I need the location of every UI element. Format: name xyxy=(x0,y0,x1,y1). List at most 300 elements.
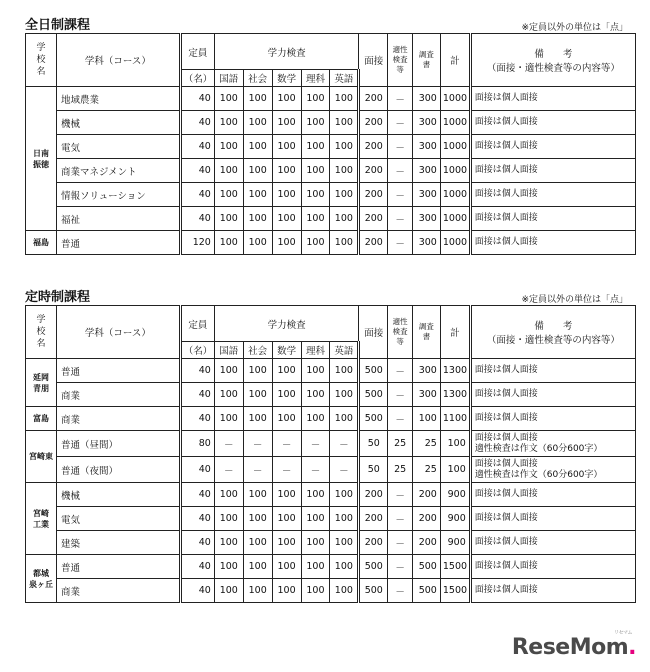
subject-score: 100 xyxy=(214,579,243,603)
report-score: 25 xyxy=(413,431,441,457)
report-score: 300 xyxy=(413,87,441,111)
header-remarks xyxy=(470,306,635,359)
header-capacity-unit: （名） xyxy=(180,342,214,359)
subject-score: 100 xyxy=(272,383,301,407)
logo-ruby: リセマム xyxy=(614,630,632,636)
cell-line: 校 xyxy=(36,55,46,65)
report-score: 300 xyxy=(413,207,441,231)
aptitude-score: － xyxy=(388,407,413,431)
dept-name: 建築 xyxy=(56,531,180,555)
report-score: 300 xyxy=(413,159,441,183)
capacity-value: 120 xyxy=(180,231,214,255)
subject-score: 100 xyxy=(243,207,272,231)
subject-score: 100 xyxy=(243,135,272,159)
subject-score: 100 xyxy=(330,507,359,531)
interview-score: 200 xyxy=(359,135,388,159)
cell-line: 等 xyxy=(396,337,404,346)
interview-score: 200 xyxy=(359,111,388,135)
cell-line: 面接は個人面接 xyxy=(474,189,538,199)
subject-score: 100 xyxy=(214,207,243,231)
remarks xyxy=(470,383,635,407)
remarks xyxy=(470,531,635,555)
subject-score: 100 xyxy=(330,183,359,207)
remarks xyxy=(470,183,635,207)
remarks xyxy=(470,579,635,603)
table-row xyxy=(26,135,636,159)
subject-score: 100 xyxy=(330,135,359,159)
cell-line: 延岡 xyxy=(32,372,49,382)
total-score: 900 xyxy=(440,507,470,531)
section-title: 全日制課程 xyxy=(25,18,91,33)
subject-score: 100 xyxy=(301,359,330,383)
subject-score: 100 xyxy=(243,579,272,603)
subject-score: 100 xyxy=(243,531,272,555)
subject-score: 100 xyxy=(330,555,359,579)
cell-line: 適性 xyxy=(392,317,408,326)
interview-score: 200 xyxy=(359,531,388,555)
total-score: 1000 xyxy=(440,231,470,255)
report-score: 100 xyxy=(413,407,441,431)
interview-score: 200 xyxy=(359,207,388,231)
subject-score: － xyxy=(243,457,272,483)
aptitude-score: － xyxy=(388,159,413,183)
subject-score: 100 xyxy=(330,383,359,407)
subject-score: 100 xyxy=(330,159,359,183)
dept-name: 商業 xyxy=(56,579,180,603)
remarks-title: 備 考 xyxy=(534,321,573,332)
subject-score: － xyxy=(330,431,359,457)
report-score: 200 xyxy=(413,507,441,531)
remarks xyxy=(470,483,635,507)
subject-score: － xyxy=(301,431,330,457)
total-score: 1000 xyxy=(440,135,470,159)
interview-score: 200 xyxy=(359,183,388,207)
subject-score: － xyxy=(243,431,272,457)
dept-name: 商業 xyxy=(56,383,180,407)
subject-score: 100 xyxy=(214,359,243,383)
subject-score: 100 xyxy=(214,87,243,111)
subject-score: 100 xyxy=(330,207,359,231)
subject-score: 100 xyxy=(301,483,330,507)
header-subject: 理科 xyxy=(301,70,330,87)
header-subject: 社会 xyxy=(243,342,272,359)
total-score: 1000 xyxy=(440,111,470,135)
subject-score: 100 xyxy=(272,555,301,579)
aptitude-score: － xyxy=(388,231,413,255)
table-row xyxy=(26,207,636,231)
header-subject: 理科 xyxy=(301,342,330,359)
subject-score: 100 xyxy=(243,407,272,431)
table-row xyxy=(26,431,636,457)
header-interview: 面接 xyxy=(359,306,388,359)
remarks xyxy=(470,207,635,231)
subject-score: 100 xyxy=(301,579,330,603)
header-capacity: 定員 xyxy=(180,306,214,342)
capacity-value: 40 xyxy=(180,457,214,483)
total-score: 1000 xyxy=(440,183,470,207)
total-score: 1000 xyxy=(440,159,470,183)
capacity-value: 40 xyxy=(180,159,214,183)
remarks-subtitle: （面接・適性検査等の内容等） xyxy=(486,63,620,74)
subject-score: 100 xyxy=(272,135,301,159)
remarks xyxy=(470,135,635,159)
cell-line: 学 xyxy=(36,43,46,53)
header-total: 計 xyxy=(440,34,470,87)
parttime-table xyxy=(25,305,636,603)
remarks xyxy=(470,87,635,111)
table-row xyxy=(26,531,636,555)
subject-score: 100 xyxy=(272,407,301,431)
subject-score: 100 xyxy=(243,507,272,531)
header-subject: 国語 xyxy=(214,70,243,87)
subject-score: 100 xyxy=(272,507,301,531)
table-row xyxy=(26,383,636,407)
cell-line: 面接は個人面接 xyxy=(474,432,538,443)
report-score: 300 xyxy=(413,359,441,383)
subject-score: 100 xyxy=(243,87,272,111)
capacity-value: 40 xyxy=(180,383,214,407)
subject-score: － xyxy=(214,457,243,483)
capacity-value: 40 xyxy=(180,579,214,603)
aptitude-score: － xyxy=(388,87,413,111)
aptitude-score: － xyxy=(388,483,413,507)
subject-score: 100 xyxy=(272,231,301,255)
cell-line: 面接は個人面接 xyxy=(474,237,538,247)
remarks xyxy=(470,407,635,431)
school-name xyxy=(26,87,57,231)
report-score: 300 xyxy=(413,383,441,407)
interview-score: 500 xyxy=(359,359,388,383)
cell-line: 宮崎 xyxy=(32,508,49,518)
header-academic: 学力検査 xyxy=(214,306,359,342)
subject-score: 100 xyxy=(214,531,243,555)
header-aptitude xyxy=(388,306,413,359)
interview-score: 500 xyxy=(359,407,388,431)
school-name xyxy=(26,359,57,407)
subject-score: 100 xyxy=(214,483,243,507)
cell-line: 青朋 xyxy=(32,383,49,393)
cell-line: 工業 xyxy=(32,519,49,529)
cell-line: 検査 xyxy=(392,55,408,64)
cell-line: 面接は個人面接 xyxy=(474,213,538,223)
subject-score: 100 xyxy=(301,87,330,111)
header-dept: 学科（コース） xyxy=(56,34,180,87)
header-remarks xyxy=(470,34,635,87)
total-score: 1300 xyxy=(440,383,470,407)
total-score: 900 xyxy=(440,483,470,507)
cell-line: 面接は個人面接 xyxy=(474,458,538,469)
fulltime-table xyxy=(25,33,636,255)
dept-name: 福祉 xyxy=(56,207,180,231)
dept-name: 普通 xyxy=(56,359,180,383)
subject-score: 100 xyxy=(301,207,330,231)
cell-line: 等 xyxy=(396,65,404,74)
subject-score: 100 xyxy=(243,183,272,207)
subject-score: 100 xyxy=(330,407,359,431)
table-row xyxy=(26,407,636,431)
subject-score: 100 xyxy=(243,359,272,383)
remarks xyxy=(470,457,635,483)
aptitude-score: － xyxy=(388,531,413,555)
cell-line: 都城 xyxy=(32,568,49,578)
subject-score: 100 xyxy=(301,111,330,135)
header-school xyxy=(26,306,57,359)
school-name xyxy=(26,431,57,483)
subject-score: 100 xyxy=(243,555,272,579)
report-score: 200 xyxy=(413,531,441,555)
cell-line: 面接は個人面接 xyxy=(474,537,538,547)
table-row xyxy=(26,579,636,603)
report-score: 500 xyxy=(413,555,441,579)
table-row xyxy=(26,555,636,579)
subject-score: 100 xyxy=(243,483,272,507)
dept-name: 普通 xyxy=(56,231,180,255)
header-subject: 国語 xyxy=(214,342,243,359)
remarks xyxy=(470,159,635,183)
subject-score: 100 xyxy=(214,135,243,159)
total-score: 1000 xyxy=(440,207,470,231)
dept-name: 情報ソリューション xyxy=(56,183,180,207)
cell-line: 名 xyxy=(36,339,46,349)
cell-line: 調査 xyxy=(418,50,434,59)
aptitude-score: － xyxy=(388,359,413,383)
header-subject: 英語 xyxy=(330,70,359,87)
cell-line: 面接は個人面接 xyxy=(474,389,538,399)
interview-score: 500 xyxy=(359,579,388,603)
subject-score: － xyxy=(272,457,301,483)
header-dept: 学科（コース） xyxy=(56,306,180,359)
subject-score: 100 xyxy=(214,507,243,531)
subject-score: 100 xyxy=(214,383,243,407)
remarks xyxy=(470,555,635,579)
header-row xyxy=(26,34,636,70)
capacity-value: 40 xyxy=(180,483,214,507)
cell-line: 学 xyxy=(36,315,46,325)
cell-line: 面接は個人面接 xyxy=(474,585,538,595)
report-score: 200 xyxy=(413,483,441,507)
cell-line: 名 xyxy=(36,67,46,77)
cell-line: 富島 xyxy=(32,414,49,423)
subject-score: 100 xyxy=(272,183,301,207)
subject-score: 100 xyxy=(272,159,301,183)
subject-score: 100 xyxy=(330,531,359,555)
dept-name: 電気 xyxy=(56,135,180,159)
table-row xyxy=(26,359,636,383)
aptitude-score: － xyxy=(388,135,413,159)
capacity-value: 40 xyxy=(180,207,214,231)
table-row xyxy=(26,507,636,531)
remarks-title: 備 考 xyxy=(534,49,573,60)
dept-name: 普通（夜間） xyxy=(56,457,180,483)
header-subject: 英語 xyxy=(330,342,359,359)
subject-score: 100 xyxy=(301,407,330,431)
cell-line: 福島 xyxy=(32,238,49,247)
unit-note: ※定員以外の単位は「点」 xyxy=(521,295,628,305)
subject-score: 100 xyxy=(330,231,359,255)
total-score: 1500 xyxy=(440,579,470,603)
school-name xyxy=(26,407,57,431)
cell-line: 日南 xyxy=(32,148,49,158)
header-subject: 社会 xyxy=(243,70,272,87)
interview-score: 500 xyxy=(359,555,388,579)
subject-score: 100 xyxy=(243,111,272,135)
interview-score: 200 xyxy=(359,159,388,183)
subject-score: 100 xyxy=(243,159,272,183)
total-score: 100 xyxy=(440,457,470,483)
cell-line: 面接は個人面接 xyxy=(474,141,538,151)
subject-score: 100 xyxy=(272,207,301,231)
subject-score: 100 xyxy=(272,111,301,135)
dept-name: 商業マネジメント xyxy=(56,159,180,183)
dept-name: 普通 xyxy=(56,555,180,579)
resemom-logo xyxy=(511,630,636,660)
header-report xyxy=(413,306,441,359)
cell-line: 面接は個人面接 xyxy=(474,489,538,499)
capacity-value: 40 xyxy=(180,135,214,159)
dept-name: 機械 xyxy=(56,111,180,135)
cell-line: 面接は個人面接 xyxy=(474,561,538,571)
subject-score: 100 xyxy=(272,531,301,555)
header-school xyxy=(26,34,57,87)
total-score: 100 xyxy=(440,431,470,457)
cell-line: 調査 xyxy=(418,322,434,331)
section-title: 定時制課程 xyxy=(25,290,91,305)
subject-score: 100 xyxy=(330,87,359,111)
subject-score: 100 xyxy=(272,483,301,507)
dept-name: 電気 xyxy=(56,507,180,531)
header-row xyxy=(26,306,636,342)
report-score: 25 xyxy=(413,457,441,483)
total-score: 1300 xyxy=(440,359,470,383)
subject-score: 100 xyxy=(214,183,243,207)
header-interview: 面接 xyxy=(359,34,388,87)
interview-score: 200 xyxy=(359,231,388,255)
dept-name: 機械 xyxy=(56,483,180,507)
subject-score: 100 xyxy=(330,483,359,507)
logo-dot: . xyxy=(628,635,636,660)
subject-score: － xyxy=(301,457,330,483)
cell-line: 泉ヶ丘 xyxy=(28,579,53,589)
cell-line: 面接は個人面接 xyxy=(474,513,538,523)
aptitude-score: － xyxy=(388,383,413,407)
report-score: 500 xyxy=(413,579,441,603)
cell-line: 振徳 xyxy=(32,159,49,169)
cell-line: 面接は個人面接 xyxy=(474,165,538,175)
header-report xyxy=(413,34,441,87)
aptitude-score: － xyxy=(388,507,413,531)
subject-score: 100 xyxy=(301,555,330,579)
aptitude-score: － xyxy=(388,579,413,603)
cell-line: 適性検査は作文（60分600字） xyxy=(474,469,603,480)
capacity-value: 40 xyxy=(180,87,214,111)
cell-line: 面接は個人面接 xyxy=(474,365,538,375)
table-row xyxy=(26,231,636,255)
remarks xyxy=(470,111,635,135)
subject-score: 100 xyxy=(301,135,330,159)
subject-score: 100 xyxy=(272,87,301,111)
cell-line: 適性 xyxy=(392,45,408,54)
subject-score: 100 xyxy=(272,579,301,603)
capacity-value: 40 xyxy=(180,555,214,579)
aptitude-score: － xyxy=(388,183,413,207)
capacity-value: 40 xyxy=(180,407,214,431)
subject-score: 100 xyxy=(272,359,301,383)
total-score: 1100 xyxy=(440,407,470,431)
subject-score: 100 xyxy=(214,231,243,255)
table-row xyxy=(26,159,636,183)
remarks-subtitle: （面接・適性検査等の内容等） xyxy=(486,335,620,346)
report-score: 300 xyxy=(413,135,441,159)
subject-score: 100 xyxy=(243,383,272,407)
logo-text: ReseMom xyxy=(511,635,629,660)
school-name xyxy=(26,231,57,255)
total-score: 1500 xyxy=(440,555,470,579)
cell-line: 宮崎東 xyxy=(28,452,53,461)
school-name xyxy=(26,555,57,603)
cell-line: 書 xyxy=(422,332,431,341)
subject-score: 100 xyxy=(214,111,243,135)
dept-name: 商業 xyxy=(56,407,180,431)
header-subject: 数学 xyxy=(272,342,301,359)
subject-score: 100 xyxy=(330,359,359,383)
table-row xyxy=(26,111,636,135)
subject-score: 100 xyxy=(214,407,243,431)
header-capacity: 定員 xyxy=(180,34,214,70)
capacity-value: 40 xyxy=(180,183,214,207)
capacity-value: 80 xyxy=(180,431,214,457)
dept-name: 普通（昼間） xyxy=(56,431,180,457)
cell-line: 校 xyxy=(36,327,46,337)
table-row xyxy=(26,183,636,207)
aptitude-score: － xyxy=(388,111,413,135)
report-score: 300 xyxy=(413,111,441,135)
subject-score: 100 xyxy=(301,507,330,531)
aptitude-score: 25 xyxy=(388,457,413,483)
remarks xyxy=(470,231,635,255)
table-row xyxy=(26,483,636,507)
capacity-value: 40 xyxy=(180,507,214,531)
capacity-value: 40 xyxy=(180,359,214,383)
report-score: 300 xyxy=(413,183,441,207)
subject-score: － xyxy=(214,431,243,457)
interview-score: 200 xyxy=(359,87,388,111)
total-score: 900 xyxy=(440,531,470,555)
interview-score: 500 xyxy=(359,383,388,407)
header-academic: 学力検査 xyxy=(214,34,359,70)
subject-score: － xyxy=(272,431,301,457)
subject-score: 100 xyxy=(301,183,330,207)
cell-line: 書 xyxy=(422,60,431,69)
remarks xyxy=(470,359,635,383)
aptitude-score: － xyxy=(388,555,413,579)
cell-line: 検査 xyxy=(392,327,408,336)
subject-score: 100 xyxy=(301,531,330,555)
cell-line: 適性検査は作文（60分600字） xyxy=(474,443,603,454)
table-row xyxy=(26,457,636,483)
subject-score: － xyxy=(330,457,359,483)
capacity-value: 40 xyxy=(180,111,214,135)
capacity-value: 40 xyxy=(180,531,214,555)
subject-score: 100 xyxy=(301,159,330,183)
header-capacity-unit: （名） xyxy=(180,70,214,87)
subject-score: 100 xyxy=(243,231,272,255)
cell-line: 面接は個人面接 xyxy=(474,413,538,423)
report-score: 300 xyxy=(413,231,441,255)
table-row xyxy=(26,87,636,111)
unit-note: ※定員以外の単位は「点」 xyxy=(521,23,628,33)
cell-line: 面接は個人面接 xyxy=(474,117,538,127)
header-total: 計 xyxy=(440,306,470,359)
